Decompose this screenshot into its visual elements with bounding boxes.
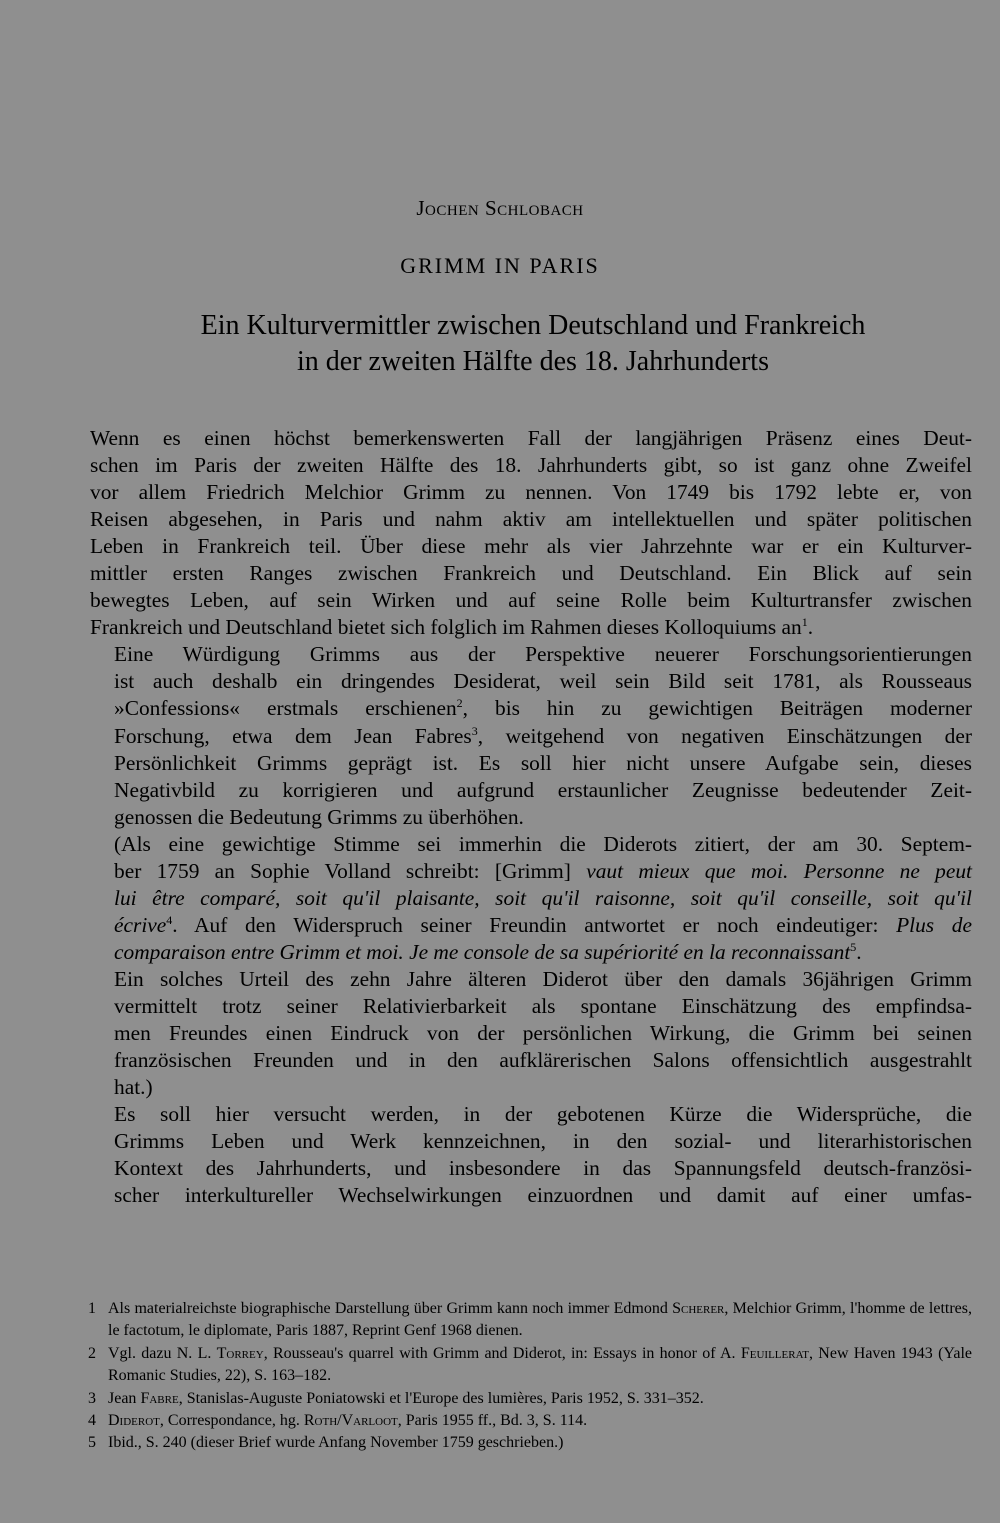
footnote-3 (88, 1388, 972, 1410)
text-line: hat.) (114, 1075, 153, 1100)
text-line: Leben in Frankreich teil. Über diese mehr als vier Jahrzehnte war er ein Kulturver- (90, 534, 972, 559)
footnote-ref: 1 (801, 615, 808, 630)
text-span: Vgl. dazu N. L. (108, 1344, 217, 1362)
author-smallcaps: Feuillerat (740, 1344, 810, 1362)
text-line: Negativbild zu korrigieren und aufgrund erstaunlicher Zeugnisse bedeutender Zeit- (114, 777, 972, 802)
text-line (90, 723, 972, 750)
italic-quote: vaut mieux que moi. Personne ne peut (586, 858, 972, 883)
footnote-number: 2 (88, 1344, 96, 1362)
text-line: Eine Würdigung Grimms aus der Perspektive neuerer Forschungsorientierungen (114, 642, 972, 667)
subtitle-line-2: in der zweiten Hälfte des 18. Jahrhunderts (297, 346, 769, 377)
footnote-number: 5 (88, 1434, 96, 1452)
footnote-ref: 3 (471, 723, 478, 738)
text-line: vermittelt trotz seiner Relativierbarkeit als spontane Einschätzung des empfindsa- (114, 993, 972, 1018)
text-line (90, 885, 972, 912)
footnote-4 (88, 1410, 972, 1432)
text-span: . Auf den Widerspruch seiner Freundin antwortet er noch eindeutiger: (172, 912, 897, 937)
text-span: , Correspondance, hg. (159, 1412, 304, 1430)
text-line: Reisen abgesehen, in Paris und nahm aktiv am intellektuellen und später politischen (90, 507, 972, 532)
italic-quote: écrive (114, 912, 167, 937)
footnote-text (108, 1410, 972, 1432)
text-span: , weitgehend von negativen Einschätzungen der (477, 723, 972, 748)
text-span: , Paris 1955 ff., Bd. 3, S. 114. (397, 1412, 588, 1430)
author-smallcaps: Fabre (140, 1389, 179, 1407)
text-line: schen im Paris der zweiten Hälfte des 18. Jahrhunderts gibt, so ist ganz ohne Zweifel (90, 453, 972, 478)
body-text (90, 425, 972, 1209)
author-smallcaps: Roth/Varloot (303, 1412, 398, 1430)
text-line: ist auch deshalb ein dringendes Desiderat, weil sein Bild seit 1781, als Rousseaus (114, 669, 972, 694)
article-title: GRIMM IN PARIS (400, 253, 600, 278)
text-line: genossen die Bedeutung Grimms zu überhöhen. (114, 804, 524, 829)
text-span: , New Haven 1943 (Yale Romanic Studies, 22), S. 163–182. (108, 1344, 973, 1385)
text-line: Grimms Leben und Werk kennzeichnen, in den sozial- und literarhistorischen (114, 1129, 972, 1154)
footnote-number: 3 (88, 1389, 96, 1407)
text-span: , bis hin zu gewichtigen Beiträgen moderner (462, 696, 973, 721)
text-line: bewegtes Leben, auf sein Wirken und auf seine Rolle beim Kulturtransfer zwischen (90, 588, 972, 613)
text-line: (Als eine gewichtige Stimme sei immerhin die Diderots zitiert, der am 30. Septem- (114, 831, 972, 856)
paragraph-3 (90, 831, 972, 1101)
text-line (90, 858, 972, 885)
subtitle-line-1: Ein Kulturvermittler zwischen Deutschland und Frankreich (200, 310, 866, 341)
footnote-text: Ibid., S. 240 (dieser Brief wurde Anfang November 1759 geschrieben.) (108, 1434, 564, 1452)
text-line: comparaison entre Grimm et moi. Je me console de sa supériorité en la reconnaissant$^5$. (114, 939, 862, 964)
italic-quote: lui être comparé, soit qu'il plaisante, soit qu'il raisonne, soit qu'il conseille, soit qu'il (114, 885, 972, 910)
paragraph-1 (90, 425, 972, 641)
footnotes (88, 1298, 972, 1455)
footnote-ref: 5 (850, 939, 857, 954)
text-line: Wenn es einen höchst bemerkenswerten Fall der langjährigen Präsenz eines Deut- (90, 426, 972, 450)
text-line (90, 695, 972, 722)
italic-quote: Plus de (896, 912, 972, 937)
footnote-text (108, 1298, 972, 1343)
text-span: Jean (108, 1389, 141, 1407)
text-line: Frankreich und Deutschland bietet sich folglich im Rahmen dieses Kolloquiums $an^1$. (90, 615, 814, 640)
text-line: Kontext des Jahrhunderts, und insbesondere in das Spannungsfeld deutsch-französi- (114, 1156, 972, 1181)
footnote-number: 4 (88, 1412, 96, 1430)
text-span: »Confessions« erstmals erschienen (114, 696, 457, 721)
author-smallcaps: Torrey (216, 1344, 264, 1362)
text-line: französischen Freunden und in den aufklärerischen Salons offensichtlich ausgestrahlt (114, 1048, 972, 1073)
text-span: Als materialreichste biographische Darstellung über Grimm kann noch immer Edmond (108, 1300, 673, 1317)
text-line: men Freundes einen Eindruck von der persönlichen Wirkung, die Grimm bei seinen (114, 1021, 972, 1046)
footnote-5 (88, 1432, 972, 1454)
text-span: , Melchior Grimm, l'homme de lettres, le factotum, le diplomate, Paris 1887, Reprint Genf 1968 dienen. (108, 1300, 973, 1340)
footnote-text (108, 1388, 972, 1410)
footnote-number: 1 (88, 1300, 96, 1317)
paragraph-2 (90, 641, 972, 830)
text-span: , Rousseau's quarrel with Grimm and Diderot, in: Essays in honor of A. (263, 1344, 741, 1362)
text-line: Ein solches Urteil des zehn Jahre älteren Diderot über den damals 36jährigen Grimm (114, 966, 972, 991)
italic-quote: comparaison entre Grimm et moi. Je me console de sa supériorité en la reconnaissant (114, 939, 851, 964)
author-name: Jochen Schlobach (416, 196, 584, 220)
text-line: vor allem Friedrich Melchior Grimm zu nennen. Von 1749 bis 1792 lebte er, von (90, 480, 972, 505)
footnote-1 (88, 1298, 972, 1343)
text-span: Frankreich und Deutschland bietet sich folglich im Rahmen dieses Kolloquiums an (90, 615, 802, 640)
text-span: ber 1759 an Sophie Volland schreibt: [Grimm] (114, 858, 587, 883)
text-span: Forschung, etwa dem Jean Fabres (114, 723, 472, 748)
article-subtitle (0, 308, 1000, 380)
footnote-ref: 2 (456, 696, 463, 711)
text-span: , Stanislas-Auguste Poniatowski et l'Europe des lumières, Paris 1952, S. 331–352. (178, 1389, 704, 1407)
text-line: mittler ersten Ranges zwischen Frankreich und Deutschland. Ein Blick auf sein (90, 561, 972, 586)
text-line (90, 912, 972, 939)
paragraph-4 (90, 1101, 972, 1209)
footnote-text (108, 1343, 972, 1388)
footnote-2 (88, 1343, 972, 1388)
author-smallcaps: Diderot (108, 1412, 160, 1430)
text-line: scher interkultureller Wechselwirkungen einzuordnen und damit auf einer umfas- (114, 1183, 972, 1208)
text-line: Es soll hier versucht werden, in der gebotenen Kürze die Widersprüche, die (114, 1102, 972, 1127)
footnote-ref: 4 (166, 912, 173, 927)
text-line: Persönlichkeit Grimms geprägt ist. Es soll hier nicht unsere Aufgabe sein, dieses (114, 750, 972, 775)
author-smallcaps: Scherer (672, 1300, 725, 1317)
